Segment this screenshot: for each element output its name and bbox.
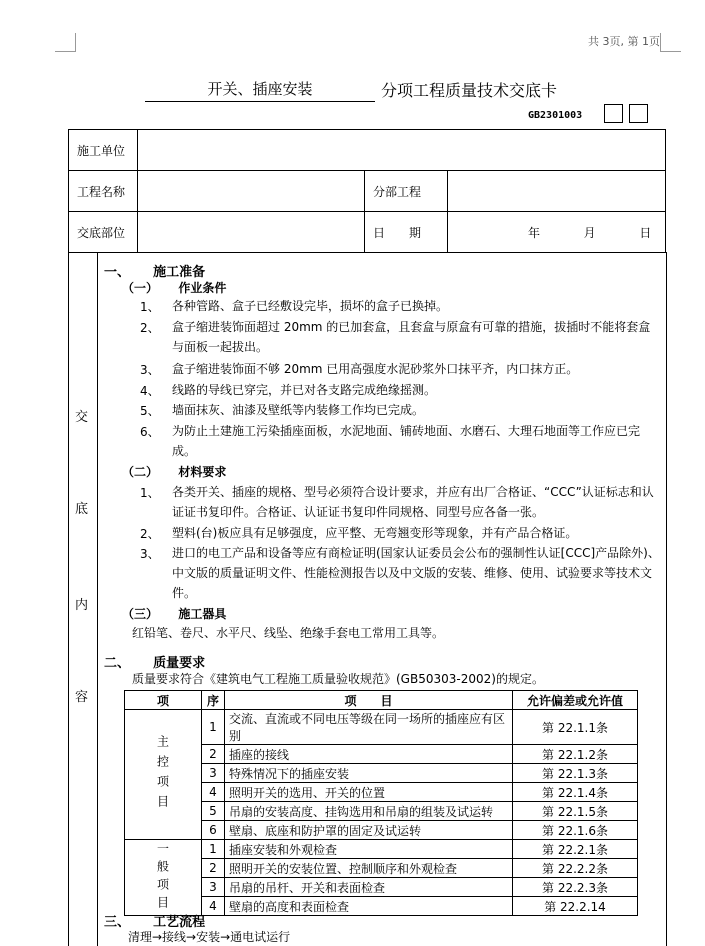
row-value: 第 22.1.2条 [513, 745, 638, 764]
header-table [68, 129, 666, 253]
side-label-char-2: 底 [75, 502, 89, 517]
row-seq: 1 [202, 840, 225, 859]
date-year: 年 [528, 225, 541, 240]
project-label: 工程名称 [69, 171, 138, 212]
section-2-number: 二、 [104, 656, 131, 671]
date-day: 日 [639, 225, 652, 240]
row-item: 壁扇、底座和防护罩的固定及试运转 [225, 821, 513, 840]
row-seq: 4 [202, 897, 225, 916]
list-item-number: 4、 [140, 384, 160, 398]
row-seq: 6 [202, 821, 225, 840]
section-2-title: 质量要求 [153, 656, 206, 671]
crop-mark-top-left [55, 33, 76, 52]
title-subject: 开关、插座安装 [145, 78, 375, 102]
side-column-divider [97, 252, 98, 946]
crop-mark-top-right [660, 33, 681, 52]
row-seq: 1 [202, 710, 225, 745]
row-seq: 4 [202, 783, 225, 802]
list-item-text: 塑料(台)板应具有足够强度，应平整、无弯翘变形等现象，并有产品合格证。 [172, 526, 578, 540]
unit-label: 施工单位 [69, 130, 138, 171]
list-item-number: 5、 [140, 404, 160, 418]
header-cell: 允许偏差或允许值 [513, 691, 638, 710]
location-label: 交底部位 [69, 212, 138, 253]
row-item: 照明开关的安装位置、控制顺序和外观检查 [225, 859, 513, 878]
subsection-1-2-heading [122, 463, 226, 480]
row-item: 壁扇的高度和表面检查 [225, 897, 513, 916]
list-item-number: 2、 [140, 321, 160, 335]
row-item: 特殊情况下的插座安装 [225, 764, 513, 783]
row-value: 第 22.1.4条 [513, 783, 638, 802]
section-1-number: 一、 [104, 265, 131, 280]
unit-value[interactable] [138, 130, 666, 171]
header-cell: 项 [125, 691, 202, 710]
subsection-1-1-title: 作业条件 [178, 281, 227, 295]
row-seq: 3 [202, 878, 225, 897]
table-row [125, 802, 638, 821]
row-seq: 2 [202, 859, 225, 878]
row-value: 第 22.1.5条 [513, 802, 638, 821]
list-item-text: 各类开关、插座的规格、型号必须符合设计要求，并应有出厂合格证、“CCC”认证标志和认证证书复印件。合格证、认证证书复印件同规格、同型号应各备一张。 [172, 485, 654, 519]
list-item-number: 3、 [140, 547, 160, 561]
subsection-1-2-number: （二） [122, 465, 159, 479]
list-item-number: 6、 [140, 425, 160, 439]
row-value: 第 22.1.3条 [513, 764, 638, 783]
list-item-text: 盒子缩进装饰面不够 20mm 已用高强度水泥砂浆外口抹平齐，内口抹方正。 [172, 362, 579, 376]
subsection-1-3-title: 施工器具 [178, 607, 227, 621]
section-1-heading [104, 261, 205, 280]
table-row [125, 745, 638, 764]
row-seq: 3 [202, 764, 225, 783]
list-item-text: 进口的电工产品和设备等应有商检证明(国家认证委员会公布的强制性认证[CCC]产品除外)、中文版的质量证明文件、性能检测报告以及中文版的安装、维修、使用、试验要求等技术文件。 [172, 546, 660, 600]
section-3-number: 三、 [104, 915, 131, 930]
subproject-label: 分部工程 [365, 171, 448, 212]
subsection-1-2-title: 材料要求 [178, 465, 227, 479]
side-label-char-1: 交 [75, 410, 89, 425]
process-flow: 清理→接线→安装→通电试运行 [128, 930, 291, 944]
checkbox-2[interactable] [629, 104, 648, 123]
date-value[interactable] [448, 212, 666, 253]
list-item-text: 墙面抹灰、油漆及壁纸等内装修工作均已完成。 [172, 403, 425, 417]
section-3-title: 工艺流程 [153, 915, 206, 930]
date-month: 月 [583, 225, 596, 240]
row-item: 吊扇的安装高度、挂钩选用和吊扇的组装及试运转 [225, 802, 513, 821]
subsection-1-1-number: （一） [122, 281, 159, 295]
side-label-char-3: 内 [75, 598, 89, 613]
list-item-text: 线路的导线已穿完，并已对各支路完成绝缘摇测。 [172, 383, 437, 397]
table-row [125, 783, 638, 802]
table-row [125, 710, 638, 745]
table-row [125, 821, 638, 840]
list-item-number: 1、 [140, 486, 160, 500]
quality-intro: 质量要求符合《建筑电气工程施工质量验收规范》(GB50303-2002)的规定。 [132, 672, 544, 686]
table-row [125, 859, 638, 878]
row-value: 第 22.2.14 [513, 897, 638, 916]
list-item-number: 3、 [140, 363, 160, 377]
quality-table-header [125, 691, 638, 710]
row-item: 照明开关的选用、开关的位置 [225, 783, 513, 802]
list-item-text: 为防止土建施工污染插座面板，水泥地面、铺砖地面、水磨石、大理石地面等工作应已完成。 [172, 424, 641, 458]
list-item-number: 2、 [140, 527, 160, 541]
row-seq: 2 [202, 745, 225, 764]
list-item-text: 盒子缩进装饰面超过 20mm 的已加套盒，且套盒与原盒有可靠的措施，拔插时不能将套盒与面板一起拔出。 [172, 320, 651, 354]
subsection-1-3-heading [122, 605, 226, 622]
row-value: 第 22.1.6条 [513, 821, 638, 840]
row-item: 插座安装和外观检查 [225, 840, 513, 859]
section-1-title: 施工准备 [153, 265, 206, 280]
date-label: 日 期 [365, 212, 448, 253]
main-group-label: 主控项目 [125, 710, 202, 840]
row-value: 第 22.2.3条 [513, 878, 638, 897]
row-item: 吊扇的吊杆、开关和表面检查 [225, 878, 513, 897]
quality-table [124, 690, 638, 916]
header-cell: 项 目 [225, 691, 513, 710]
row-value: 第 22.2.2条 [513, 859, 638, 878]
tools-text: 红铅笔、卷尺、水平尺、线坠、绝缘手套电工常用工具等。 [132, 626, 445, 640]
section-3-heading [104, 911, 205, 930]
row-item: 插座的接线 [225, 745, 513, 764]
title-main: 分项工程质量技术交底卡 [381, 81, 558, 100]
header-cell: 序 [202, 691, 225, 710]
checkbox-1[interactable] [604, 104, 623, 123]
table-row [125, 764, 638, 783]
location-value[interactable] [138, 212, 365, 253]
subsection-1-1-heading [122, 279, 226, 296]
page-info: 共 3页, 第 1页 [588, 35, 660, 48]
doc-code: GB2301003 [528, 110, 583, 121]
list-item-text: 各种管路、盒子已经敷设完毕，损坏的盒子已换掉。 [172, 299, 449, 313]
side-label-char-4: 容 [75, 690, 89, 705]
general-group-label: 一般项目 [125, 840, 202, 916]
row-seq: 5 [202, 802, 225, 821]
subsection-1-3-number: （三） [122, 607, 159, 621]
list-item-number: 1、 [140, 300, 160, 314]
table-row [125, 840, 638, 859]
row-value: 第 22.2.1条 [513, 840, 638, 859]
table-row [125, 878, 638, 897]
project-value[interactable] [138, 171, 365, 212]
subproject-value[interactable] [448, 171, 666, 212]
row-value: 第 22.1.1条 [513, 710, 638, 745]
row-item: 交流、直流或不同电压等级在同一场所的插座应有区别 [225, 710, 513, 745]
